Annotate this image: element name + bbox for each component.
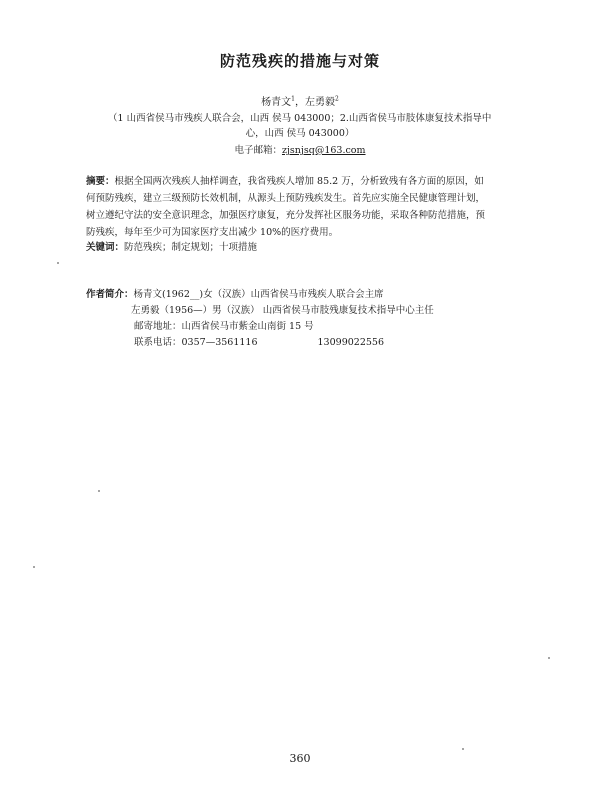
page-number: 360: [289, 752, 311, 765]
phone-1: 0357—3561116: [181, 337, 258, 348]
scan-speck: [33, 566, 35, 568]
affiliation-line-2: 心，山西 侯马 043000）: [245, 128, 355, 139]
scan-speck: [462, 748, 464, 750]
email-address: zjsnjsq@163.com: [281, 145, 366, 156]
author-line: [0, 93, 600, 108]
author-sup-1: 1: [291, 95, 295, 103]
keywords-text: 防范残疾；制定规划；十项措施: [124, 242, 258, 253]
scan-speck: [57, 262, 59, 264]
scan-speck: [98, 490, 100, 492]
scan-speck: [548, 657, 550, 659]
keywords-line: [86, 239, 257, 253]
affiliation-line-1: （1 山西省侯马市残疾人联合会，山西 侯马 043000；2.山西省侯马市肢体康复技术指导中: [108, 113, 492, 124]
author-name-1: 杨青文: [261, 97, 292, 108]
author-info-line-2: 左勇毅（1956—）男（汉族） 山西省侯马市肢残康复技术指导中心主任: [131, 305, 434, 316]
email-line: [0, 142, 600, 156]
abstract-line-3: 树立遵纪守法的安全意识理念，加强医疗康复，充分发挥社区服务功能，采取各种防范措施，预: [86, 210, 486, 221]
mailing-address: 邮寄地址：山西省侯马市紫金山南街 15 号: [134, 321, 314, 332]
author-separator: ，: [295, 97, 305, 108]
abstract-line-2: 何预防残疾，建立三级预防长效机制，从源头上预防残疾发生。首先应实施全民健康管理计划，: [86, 193, 486, 204]
paper-title: 防范残疾的措施与对策: [219, 52, 380, 70]
author-info-line-1: [86, 286, 384, 300]
phone-2: 13099022556: [317, 337, 385, 348]
author-info-label: 作者简介：: [86, 289, 134, 300]
abstract-line-4: 防残疾，每年至少可为国家医疗支出减少 10%的医疗费用。: [86, 227, 339, 238]
phone-line: [134, 334, 384, 348]
author-info-text-1: 杨青文(1962__)女（汉族）山西省侯马市残疾人联合会主席: [133, 289, 384, 300]
abstract-label: 摘要：: [86, 176, 115, 187]
keywords-label: 关键词：: [86, 242, 125, 253]
author-name-2: 左勇毅: [305, 97, 335, 108]
abstract-text-1: 根据全国两次残疾人抽样调查，我省残疾人增加 85.2 万，分析致残有各方面的原因，如: [114, 176, 484, 187]
author-sup-2: 2: [335, 95, 339, 103]
phone-label: 联系电话：: [134, 337, 182, 348]
abstract-line-1: [86, 173, 484, 187]
email-label: 电子邮箱：: [234, 145, 282, 156]
